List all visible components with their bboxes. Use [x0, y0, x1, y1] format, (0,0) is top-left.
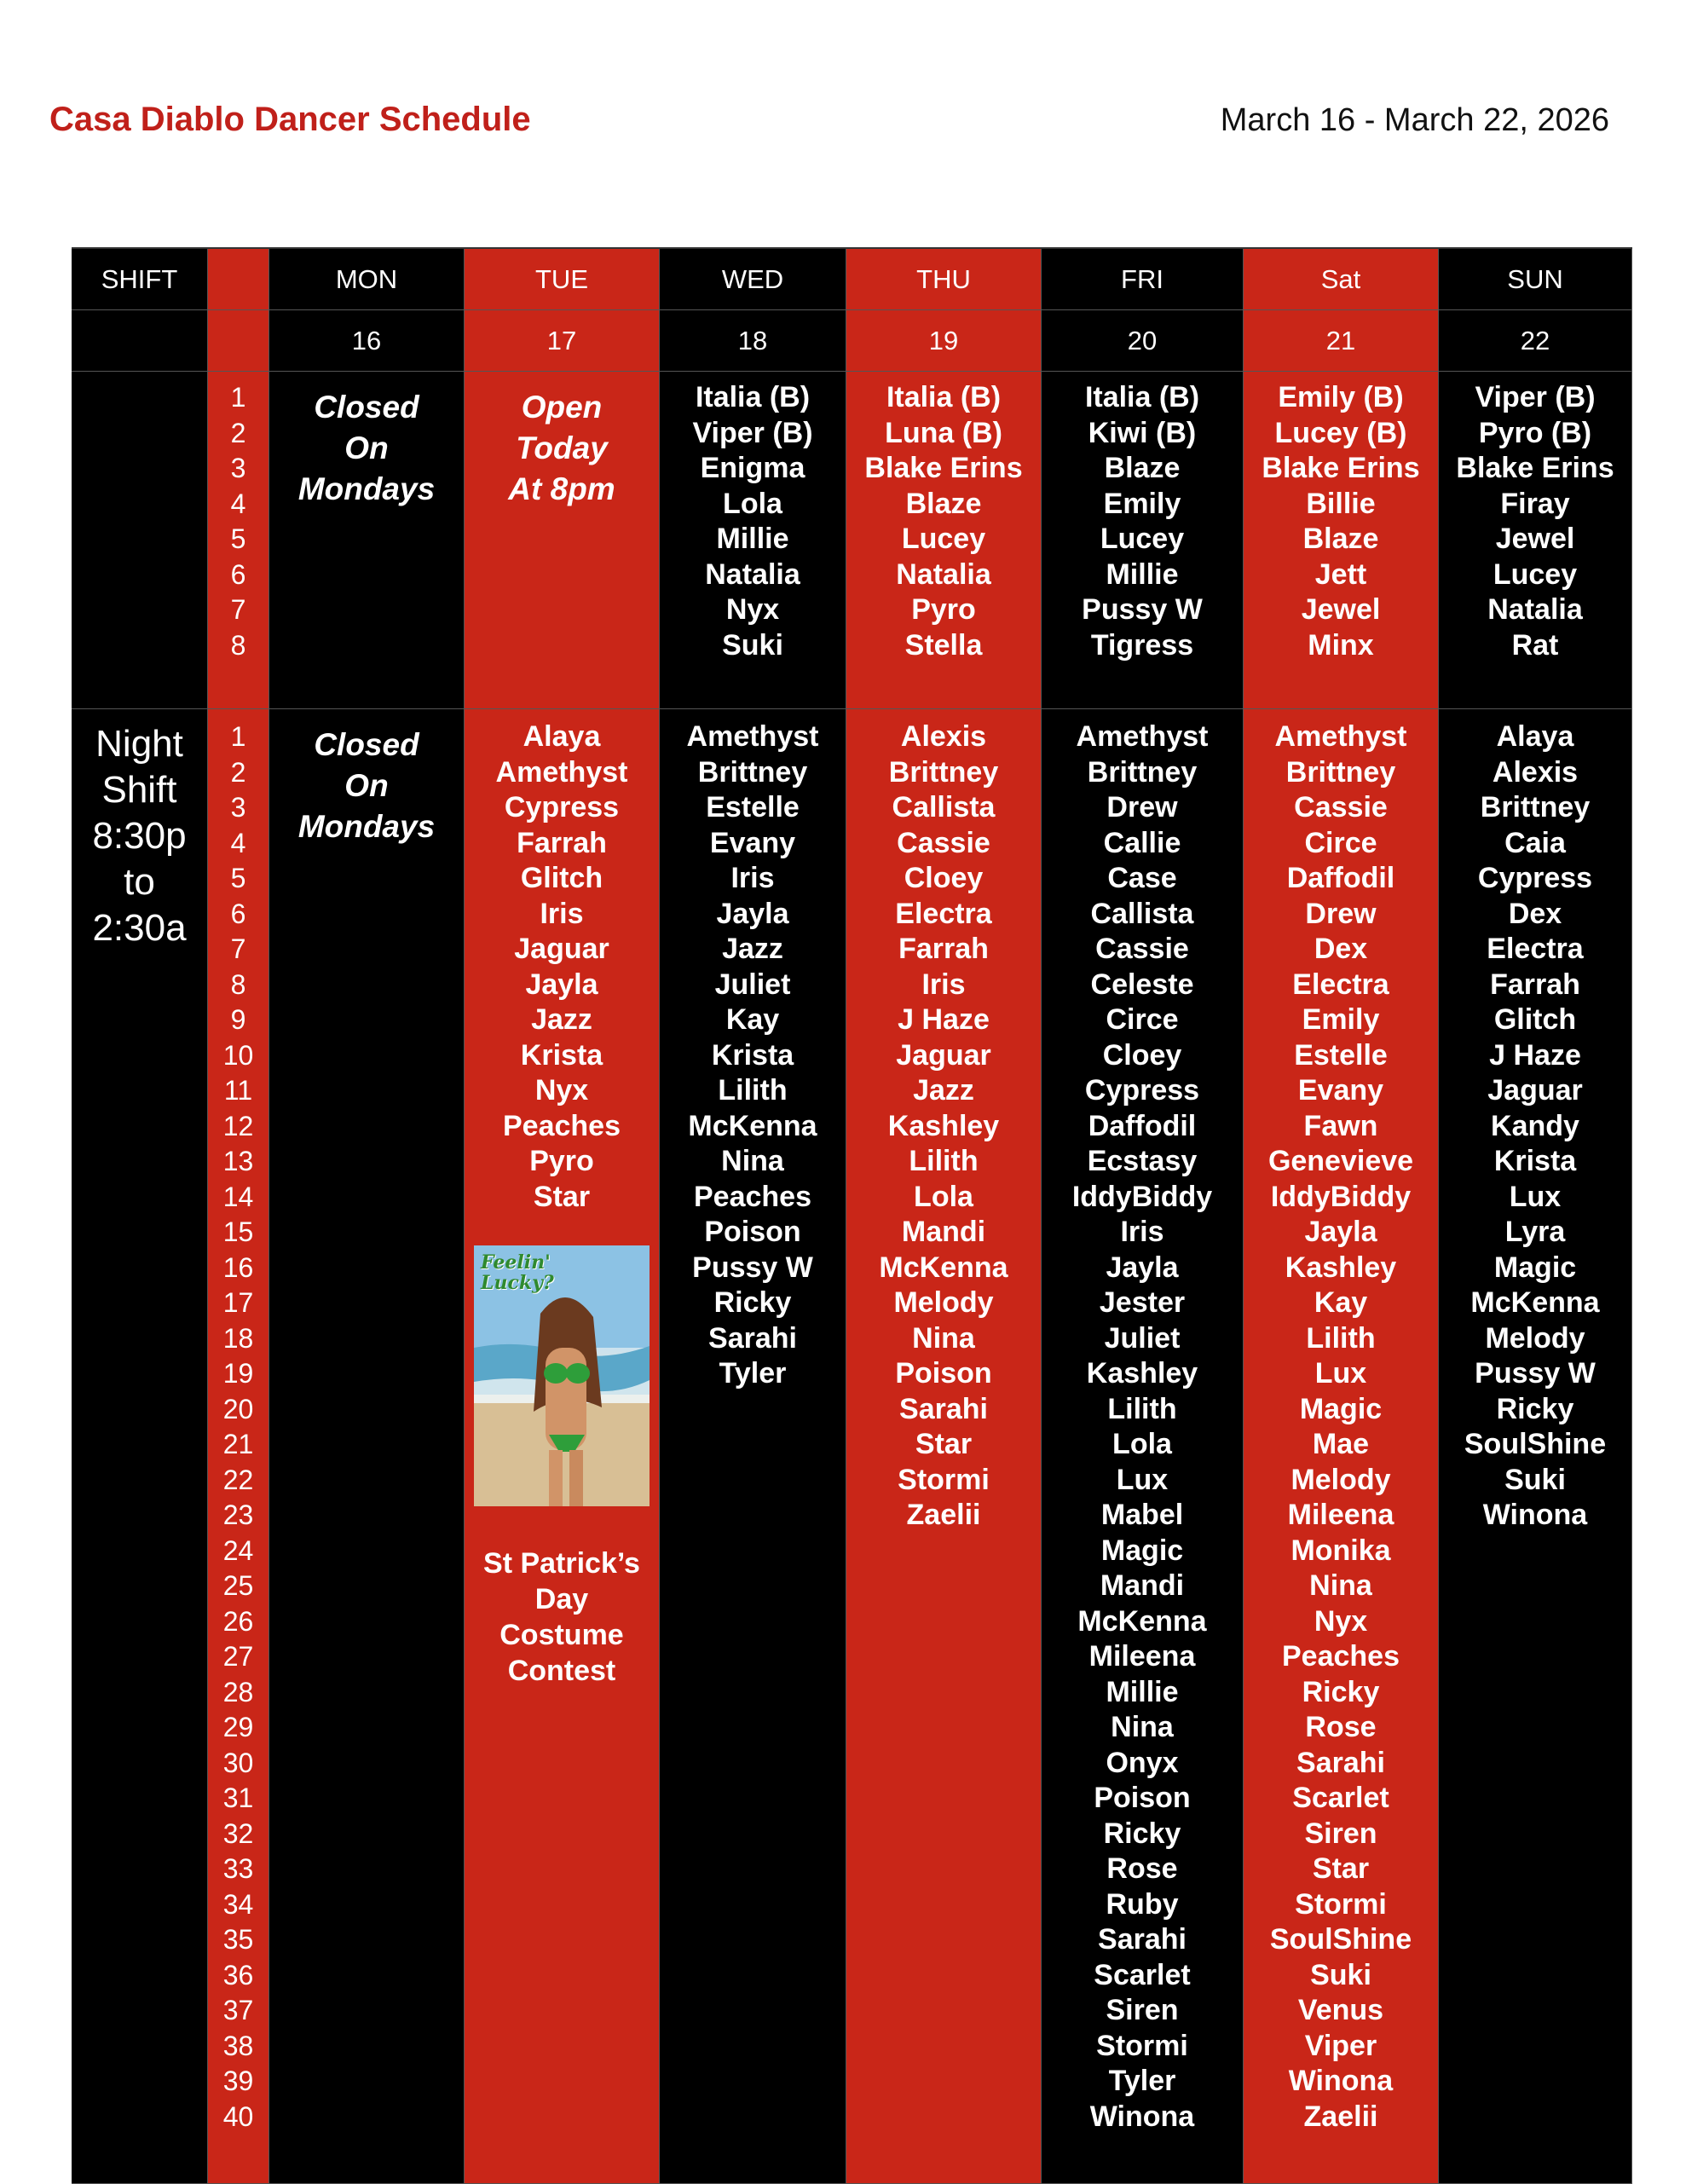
night-shift-thu-list: [846, 709, 1042, 2184]
day-shift-sun-list: [1439, 372, 1632, 709]
dancer-name: Tyler: [719, 1357, 787, 1390]
night-shift-sat-list: [1244, 709, 1439, 2184]
dancer-name: Peaches: [694, 1180, 811, 1213]
dancer-name: Cypress: [1084, 1074, 1200, 1106]
dancer-name: Nyx: [1314, 1604, 1368, 1638]
dancer-name: Estelle: [706, 791, 800, 823]
day-shift-thu-list: [846, 372, 1042, 709]
dancer-name: Pussy W: [692, 1251, 813, 1284]
dancer-name: Firay: [1500, 487, 1570, 520]
slot-number: 1: [230, 382, 246, 413]
dancer-name: Rose: [1106, 1852, 1178, 1885]
dancer-name: Daffodil: [1286, 862, 1395, 894]
dancer-name: Pyro: [911, 593, 976, 626]
day-header-fri: FRI: [1042, 249, 1244, 310]
dancer-name: Blake Erins: [864, 452, 1023, 484]
dancer-name: Scarlet: [1094, 1958, 1191, 1991]
slot-number: 40: [222, 2100, 254, 2132]
slot-number: 24: [222, 1534, 254, 1566]
dancer-name: Rat: [1511, 628, 1559, 662]
dancer-name: J Haze: [898, 1003, 990, 1036]
dancer-name: Krista: [1493, 1145, 1577, 1177]
dancer-name: Enigma: [700, 452, 805, 484]
slot-number: 25: [222, 1570, 254, 1601]
slot-number: 3: [230, 453, 246, 483]
day-header-tue: TUE: [465, 249, 660, 310]
dancer-name: Krista: [711, 1038, 794, 1072]
slot-number: 8: [230, 968, 246, 1000]
slot-number: 26: [222, 1605, 254, 1637]
date-tue: 17: [465, 310, 660, 372]
dancer-name: Jaguar: [896, 1038, 991, 1072]
dancer-name: Iris: [730, 862, 775, 894]
dancer-name: Case: [1107, 862, 1177, 894]
dancer-name: Dex: [1314, 933, 1368, 965]
dancer-name: Jayla: [716, 897, 789, 930]
dancer-name: Lola: [1112, 1428, 1172, 1460]
dancer-name: Ricky: [1103, 1817, 1181, 1850]
dancer-name: Emily: [1103, 487, 1181, 520]
dancer-name: Brittney: [1480, 791, 1591, 823]
dancer-name: Emily: [1302, 1003, 1380, 1036]
night-shift-sun-list: [1439, 709, 1632, 2184]
dancer-name: Amethyst: [495, 755, 628, 789]
dancer-name: Suki: [1504, 1463, 1566, 1496]
dancer-name: McKenna: [879, 1251, 1008, 1284]
dancer-name: Star: [1312, 1852, 1370, 1885]
dancer-name: Estelle: [1294, 1038, 1388, 1072]
slot-number: 23: [222, 1499, 254, 1530]
date-fri: 20: [1042, 310, 1244, 372]
slot-number: 3: [230, 792, 246, 823]
dancer-name: Mae: [1312, 1428, 1370, 1460]
day-header-sat: Sat: [1244, 249, 1439, 310]
dancer-name: Tigress: [1090, 628, 1194, 662]
poster-caption-text: Feelin' Lucky?: [481, 1251, 554, 1294]
slot-number: 35: [222, 1924, 254, 1955]
night-shift-mon-closed-note: Closed On Mondays: [269, 709, 465, 2184]
dancer-name: Italia (B): [886, 381, 1002, 413]
dancer-name: Natalia: [1487, 593, 1583, 626]
slot-number: 22: [222, 1464, 254, 1495]
dancer-name: Italia (B): [1084, 381, 1200, 413]
dancer-name: Cloey: [904, 862, 984, 894]
night-shift-slot-numbers: [208, 709, 269, 2184]
slot-number: 19: [222, 1358, 254, 1389]
slot-number: 27: [222, 1641, 254, 1672]
dancer-name: Lux: [1314, 1357, 1367, 1390]
date-sun: 22: [1439, 310, 1632, 372]
dancer-name: Ecstasy: [1087, 1145, 1198, 1177]
dancer-name: Kandy: [1491, 1109, 1579, 1142]
dancer-name: Caia: [1504, 826, 1566, 859]
dancer-name: Magic: [1100, 1534, 1184, 1567]
dancer-name: Farrah: [517, 826, 607, 859]
dancer-name: Nina: [1309, 1569, 1372, 1602]
date-mon: 16: [269, 310, 465, 372]
dancer-name: Ricky: [1302, 1675, 1380, 1708]
dancer-name: Stella: [904, 628, 983, 662]
slot-number: 5: [230, 523, 246, 554]
slot-number: 2: [230, 756, 246, 788]
dancer-name: Siren: [1106, 1994, 1179, 2026]
dancer-name: Magic: [1493, 1251, 1577, 1284]
dancer-name: Melody: [1485, 1321, 1585, 1355]
slot-number: 33: [222, 1853, 254, 1884]
dancer-name: Cypress: [1477, 862, 1593, 894]
night-shift-fri-list: [1042, 709, 1244, 2184]
dancer-name: Nina: [721, 1145, 784, 1177]
dancer-name: Winona: [1089, 2100, 1195, 2133]
dancer-name: Viper (B): [692, 416, 813, 449]
dancer-name: Cloey: [1102, 1038, 1182, 1072]
dancer-name: Lilith: [718, 1074, 788, 1106]
slot-number: 36: [222, 1959, 254, 1990]
slot-number: 7: [230, 594, 246, 625]
day-header-wed: WED: [660, 249, 846, 310]
dancer-name: Stormi: [1295, 1887, 1387, 1921]
dancer-name: Circe: [1106, 1003, 1179, 1036]
dancer-name: Peaches: [503, 1109, 621, 1142]
slot-number: 16: [222, 1251, 254, 1283]
dancer-name: Lucey: [1493, 558, 1578, 591]
dancer-name: Callista: [892, 791, 996, 823]
dancer-name: SoulShine: [1269, 1923, 1412, 1956]
dancer-name: Rose: [1305, 1711, 1377, 1743]
dancer-name: Glitch: [520, 862, 603, 894]
dancer-name: Luna (B): [885, 416, 1002, 449]
dancer-name: Kay: [1314, 1286, 1368, 1319]
dancer-name: Lilith: [1107, 1392, 1177, 1425]
dancer-name: Pyro: [529, 1145, 594, 1177]
dancer-name: Pussy W: [1082, 593, 1203, 626]
slot-number: 6: [230, 558, 246, 590]
date-thu: 19: [846, 310, 1042, 372]
slot-number: 32: [222, 1817, 254, 1849]
dancer-name: Nina: [912, 1321, 975, 1355]
dancer-name: Kiwi (B): [1088, 416, 1197, 449]
dancer-name: Millie: [716, 523, 789, 555]
dancer-name: Ricky: [1496, 1392, 1574, 1425]
dancer-name: Juliet: [1104, 1321, 1181, 1355]
day-header-thu: THU: [846, 249, 1042, 310]
dancer-name: Mandi: [1100, 1569, 1185, 1602]
slot-number: 6: [230, 898, 246, 929]
date-row-number-spacer: [208, 310, 269, 372]
night-shift-wed-list: [660, 709, 846, 2184]
slot-number: 38: [222, 2030, 254, 2061]
dancer-name: Kashley: [1285, 1251, 1397, 1284]
dancer-name: Fawn: [1303, 1109, 1378, 1142]
dancer-name: Jester: [1099, 1286, 1186, 1319]
dancer-name: Amethyst: [1076, 720, 1209, 753]
night-shift-label: Night Shift 8:30p to 2:30a: [72, 709, 208, 2184]
dancer-name: Sarahi: [1098, 1923, 1187, 1956]
dancer-name: Ruby: [1106, 1887, 1179, 1921]
dancer-name: Millie: [1106, 1675, 1179, 1708]
dancer-name: Jayla: [1304, 1216, 1377, 1248]
dancer-name: Sarahi: [708, 1321, 797, 1355]
dancer-name: McKenna: [1077, 1604, 1207, 1638]
slot-number: 37: [222, 1995, 254, 2025]
dancer-name: Winona: [1482, 1499, 1588, 1531]
dancer-name: Stormi: [1096, 2029, 1188, 2062]
dancer-name: Poison: [704, 1216, 801, 1248]
dancer-name: Tyler: [1108, 2065, 1176, 2097]
dancer-name: Electra: [1292, 968, 1389, 1001]
dancer-name: Alexis: [1492, 755, 1579, 789]
feelin-lucky-poster-image: [474, 1245, 650, 1506]
day-shift-wed-list: [660, 372, 846, 709]
dancer-name: Poison: [895, 1357, 992, 1390]
dancer-name: Drew: [1106, 791, 1178, 823]
dancer-name: Evany: [1297, 1074, 1384, 1106]
slot-number: 18: [222, 1322, 254, 1354]
slot-number: 28: [222, 1676, 254, 1707]
dancer-name: Blaze: [905, 487, 982, 520]
dancer-name: Natalia: [896, 558, 991, 591]
slot-number: 10: [222, 1039, 254, 1071]
dancer-name: Lilith: [909, 1145, 979, 1177]
dancer-name: Venus: [1297, 1994, 1384, 2026]
dancer-name: Blake Erins: [1262, 452, 1420, 484]
dancer-name: Celeste: [1090, 968, 1194, 1001]
dancer-name: Jayla: [525, 968, 598, 1001]
dancer-name: Circe: [1304, 826, 1377, 859]
dancer-name: IddyBiddy: [1071, 1180, 1213, 1213]
dancer-name: Jaguar: [1487, 1074, 1583, 1106]
dancer-name: Sarahi: [899, 1392, 988, 1425]
dancer-name: Jewel: [1495, 523, 1575, 555]
day-shift-tue-open-note: Open Today At 8pm: [465, 372, 660, 709]
dancer-name: Lilith: [1306, 1321, 1376, 1355]
dancer-name: Amethyst: [686, 720, 819, 753]
dancer-name: McKenna: [688, 1109, 817, 1142]
dancer-name: Dex: [1508, 897, 1562, 930]
dancer-name: Lux: [1509, 1180, 1562, 1213]
dancer-name: Pyro (B): [1478, 416, 1592, 449]
dancer-name: Blaze: [1104, 452, 1181, 484]
dancer-name: Mileena: [1088, 1640, 1196, 1673]
dancer-name: Scarlet: [1292, 1782, 1389, 1814]
date-row-spacer: [72, 310, 208, 372]
dancer-name: Millie: [1106, 558, 1179, 591]
dancer-name: Electra: [895, 897, 992, 930]
dancer-name: Mandi: [901, 1216, 986, 1248]
dancer-name: Onyx: [1106, 1746, 1179, 1779]
slot-number: 13: [222, 1146, 254, 1176]
dancer-name: Lux: [1116, 1463, 1169, 1496]
page-title: Casa Diablo Dancer Schedule: [49, 101, 531, 138]
dancer-name: Stormi: [898, 1463, 990, 1496]
dancer-name: Mileena: [1287, 1499, 1394, 1531]
day-shift-fri-list: [1042, 372, 1244, 709]
dancer-name: Billie: [1306, 487, 1376, 520]
dancer-name: Winona: [1288, 2065, 1394, 2097]
dancer-name: Jaguar: [514, 933, 609, 965]
dancer-name: Jazz: [913, 1074, 974, 1106]
slot-number-header: [208, 249, 269, 310]
day-shift-slot-numbers: [208, 372, 269, 709]
dancer-name: Minx: [1308, 628, 1374, 662]
dancer-name: Monika: [1290, 1534, 1391, 1567]
dancer-name: IddyBiddy: [1270, 1180, 1412, 1213]
dancer-name: Electra: [1487, 933, 1584, 965]
dancer-name: Jazz: [722, 933, 783, 965]
dancer-name: Melody: [893, 1286, 994, 1319]
slot-number: 9: [230, 1004, 246, 1035]
dancer-name: Star: [533, 1180, 591, 1213]
dancer-name: Zaelii: [1303, 2100, 1378, 2133]
dancer-name: Alaya: [523, 720, 601, 753]
day-header-sun: SUN: [1439, 249, 1632, 310]
dancer-name: Poison: [1094, 1782, 1191, 1814]
dancer-name: Kashley: [887, 1109, 1000, 1142]
dancer-name: Glitch: [1493, 1003, 1577, 1036]
dancer-name: Genevieve: [1267, 1145, 1414, 1177]
dancer-name: Cypress: [504, 791, 620, 823]
slot-number: 29: [222, 1712, 254, 1742]
dancer-name: Brittney: [697, 755, 808, 789]
day-shift-mon-closed-note: Closed On Mondays: [269, 372, 465, 709]
dancer-name: Jett: [1314, 558, 1367, 591]
dancer-name: Jayla: [1106, 1251, 1179, 1284]
slot-number: 11: [223, 1075, 253, 1106]
dancer-name: Alaya: [1496, 720, 1574, 753]
dancer-name: Daffodil: [1088, 1109, 1197, 1142]
dancer-name: Suki: [722, 628, 783, 662]
slot-number: 5: [230, 863, 246, 893]
slot-number: 4: [230, 827, 246, 858]
schedule-table: [72, 247, 1632, 2184]
dancer-name: Iris: [1120, 1216, 1164, 1248]
dancer-name: Blake Erins: [1456, 452, 1614, 484]
dancer-name: Melody: [1290, 1463, 1391, 1496]
dancer-name: Cassie: [897, 826, 990, 859]
night-shift-tue-list: [496, 709, 628, 1215]
dancer-name: Farrah: [1490, 968, 1580, 1001]
slot-number: 12: [222, 1110, 254, 1141]
dancer-name: Iris: [921, 968, 966, 1001]
date-sat: 21: [1244, 310, 1439, 372]
st-patricks-contest-text: St Patrick’s Day Costume Contest: [483, 1547, 640, 1687]
date-range: March 16 - March 22, 2026: [1220, 102, 1609, 138]
dancer-name: Nyx: [725, 593, 780, 626]
dancer-name: Lola: [723, 487, 782, 520]
dancer-name: McKenna: [1470, 1286, 1600, 1319]
dancer-name: Kay: [725, 1003, 780, 1036]
day-header-mon: MON: [269, 249, 465, 310]
dancer-name: Nyx: [534, 1074, 589, 1106]
dancer-name: Drew: [1305, 897, 1377, 930]
dancer-name: Lucey: [1100, 523, 1185, 555]
dancer-name: Lucey: [901, 523, 986, 555]
dancer-name: Emily (B): [1278, 381, 1404, 413]
dancer-name: Alexis: [900, 720, 987, 753]
shift-column-header: SHIFT: [72, 249, 208, 310]
dancer-name: Callista: [1090, 897, 1194, 930]
dancer-name: Italia (B): [695, 381, 811, 413]
dancer-name: Magic: [1299, 1392, 1383, 1425]
date-wed: 18: [660, 310, 846, 372]
dancer-name: Sarahi: [1296, 1746, 1385, 1779]
dancer-name: Cassie: [1095, 933, 1189, 965]
dancer-name: Amethyst: [1274, 720, 1407, 753]
dancer-name: J Haze: [1489, 1038, 1581, 1072]
dancer-name: Mabel: [1100, 1499, 1184, 1531]
dancer-name: Natalia: [705, 558, 800, 591]
day-shift-sat-list: [1244, 372, 1439, 709]
dancer-name: Jazz: [531, 1003, 592, 1036]
slot-number: 14: [222, 1181, 254, 1212]
dancer-name: Siren: [1304, 1817, 1377, 1850]
dancer-name: Peaches: [1282, 1640, 1400, 1673]
slot-number: 17: [222, 1287, 254, 1318]
dancer-name: Suki: [1310, 1958, 1371, 1991]
dancer-name: Nina: [1111, 1711, 1174, 1743]
slot-number: 20: [222, 1393, 254, 1424]
dancer-name: Lola: [914, 1180, 973, 1213]
dancer-name: Callie: [1103, 826, 1181, 859]
slot-number: 4: [230, 488, 246, 519]
slot-number: 30: [222, 1747, 254, 1778]
day-shift-label: [72, 372, 208, 709]
dancer-name: Viper: [1304, 2029, 1377, 2062]
dancer-name: Pussy W: [1475, 1357, 1596, 1390]
slot-number: 8: [230, 629, 246, 661]
dancer-name: Zaelii: [906, 1499, 981, 1531]
dancer-name: Jewel: [1301, 593, 1381, 626]
dancer-name: Star: [915, 1428, 973, 1460]
slot-number: 21: [222, 1429, 254, 1459]
dancer-name: Brittney: [888, 755, 999, 789]
dancer-name: Ricky: [713, 1286, 792, 1319]
dancer-name: Lucey (B): [1274, 416, 1407, 449]
slot-number: 1: [230, 721, 246, 752]
slot-number: 39: [222, 2066, 254, 2096]
dancer-name: Brittney: [1087, 755, 1198, 789]
slot-number: 34: [222, 1888, 254, 1920]
dancer-name: SoulShine: [1464, 1428, 1607, 1460]
slot-number: 7: [230, 933, 246, 964]
dancer-name: Krista: [520, 1038, 603, 1072]
slot-number: 2: [230, 417, 246, 448]
dancer-name: Evany: [709, 826, 796, 859]
dancer-name: Kashley: [1086, 1357, 1198, 1390]
slot-number: 31: [222, 1782, 254, 1813]
slot-number: 15: [222, 1216, 254, 1247]
night-shift-tue-cell: [465, 709, 660, 2184]
dancer-name: Viper (B): [1475, 381, 1596, 413]
dancer-name: Juliet: [714, 968, 791, 1001]
dancer-name: Farrah: [898, 933, 989, 965]
dancer-name: Cassie: [1294, 791, 1388, 823]
dancer-name: Lyra: [1504, 1216, 1566, 1248]
dancer-name: Blaze: [1302, 523, 1379, 555]
dancer-name: Brittney: [1285, 755, 1396, 789]
dancer-name: Iris: [540, 897, 584, 930]
